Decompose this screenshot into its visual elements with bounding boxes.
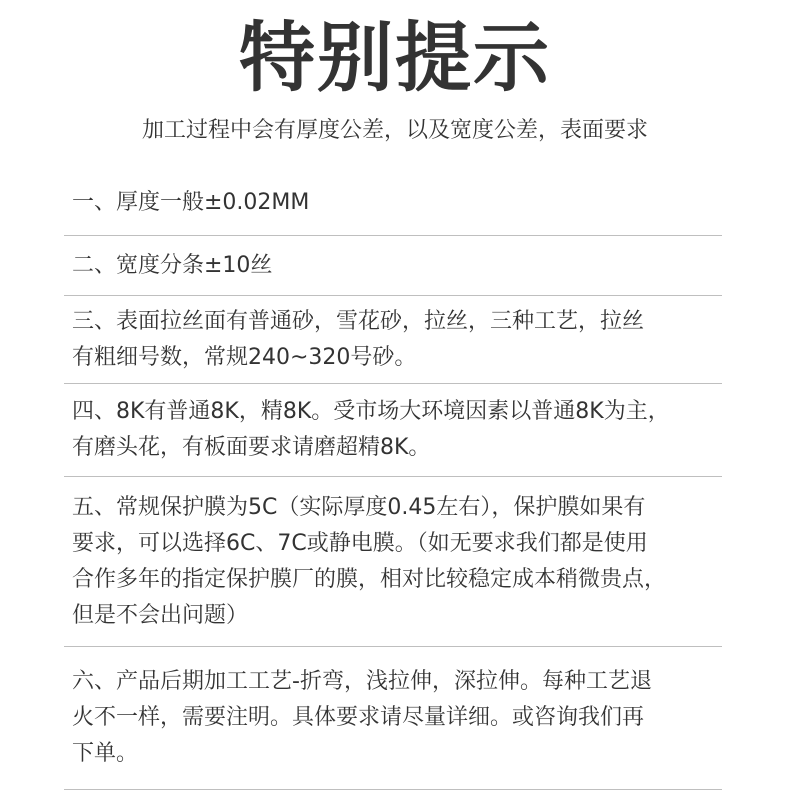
page-title: 特别提示 [239, 13, 551, 102]
list-item-processing [64, 647, 722, 790]
list-item-text: 三、表面拉丝面有普通砂，雪花砂，拉丝，三种工艺，拉丝 有粗细号数，常规240~320号砂。 [72, 308, 645, 370]
list-item-8k [64, 384, 722, 477]
list-item-width [64, 236, 722, 296]
list-item-text: 六、产品后期加工工艺-折弯，浅拉伸，深拉伸。每种工艺退 火不一样，需要注明。具体要求请尽量详细。或咨询我们再 下单。 [72, 669, 652, 766]
list-item-surface [64, 296, 722, 384]
list-item-protective-film [64, 477, 722, 647]
list-item-text: 二、宽度分条±10丝 [72, 252, 273, 278]
page-subtitle: 加工过程中会有厚度公差，以及宽度公差，表面要求 [141, 118, 648, 143]
list-item-text: 五、常规保护膜为5C（实际厚度0.45左右），保护膜如果有 要求，可以选择6C、7C或静电膜。（如无要求我们都是使用 合作多年的指定保护膜厂的膜，相对比较稳定成本稍微贵点， 但是不会出问题） [72, 494, 667, 628]
list-item-thickness [64, 170, 722, 236]
notice-list [64, 170, 722, 790]
list-item-text: 四、8K有普通8K，精8K。受市场大环境因素以普通8K为主， 有磨头花，有板面要求请磨超精8K。 [72, 399, 670, 460]
list-item-text: 一、厚度一般±0.02MM [72, 189, 310, 215]
